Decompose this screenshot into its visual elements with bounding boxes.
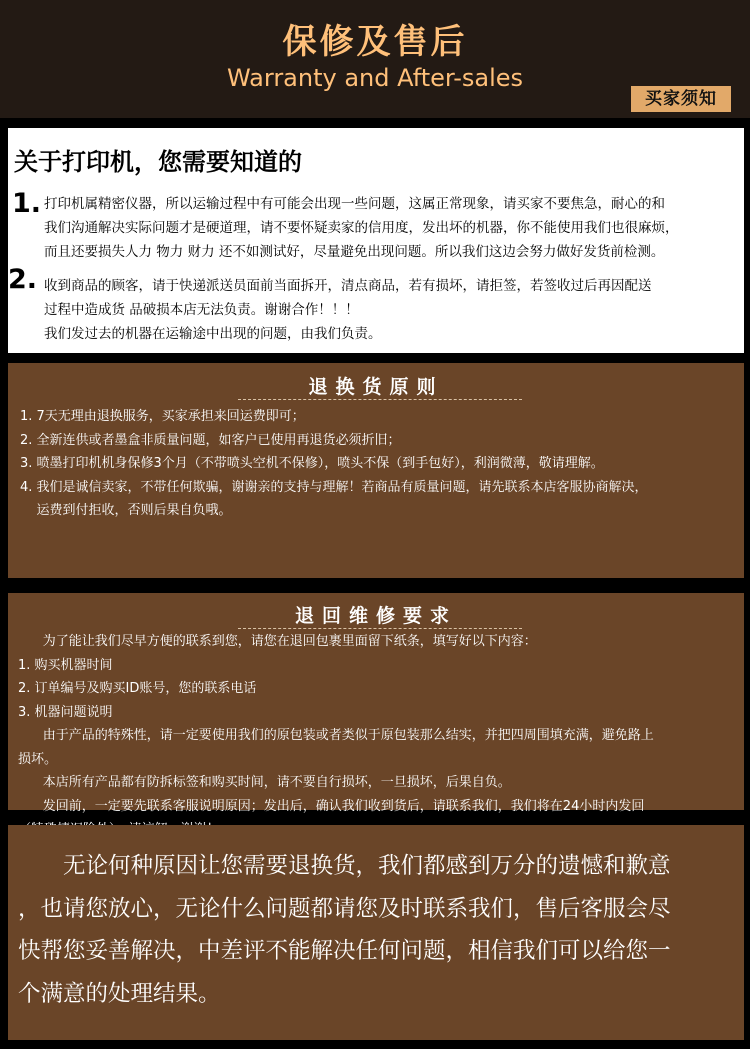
closing-line: 个满意的处理结果。 xyxy=(18,980,221,1007)
closing-panel xyxy=(8,825,744,1040)
list-item: 1. 7天无理由退换服务，买家承担来回运费即可； xyxy=(20,409,305,424)
closing-line: 快帮您妥善解决，中差评不能解决任何问题，相信我们可以给您一 xyxy=(18,938,671,964)
list-item: 2. 订单编号及购买ID账号，您的联系电话 xyxy=(18,681,257,696)
list-item: 3. 机器问题说明 xyxy=(18,704,113,720)
buyer-notice-tag: 买家须知 xyxy=(631,86,731,112)
list-item: 发回前，一定要先联系客服说明原因；发出后，确认我们收到货后，请联系我们，我们将在24小时内发回 xyxy=(18,798,645,814)
notice-item-number: 1. xyxy=(12,188,42,219)
title-divider xyxy=(238,628,522,629)
closing-line: ，也请您放心，无论什么问题都请您及时联系我们，售后客服会尽 xyxy=(18,895,671,922)
page-title: 保修及售后 xyxy=(282,22,468,62)
title-divider xyxy=(238,399,522,400)
notice-line: 而且还要损失人力 物力 财力 还不如测试好，尽量避免出现问题。所以我们这边会努力做好发货前检测。 xyxy=(44,244,665,260)
notice-item-2 xyxy=(44,274,652,346)
list-item: 损坏。 xyxy=(18,751,58,767)
closing-line: 无论何种原因让您需要退换货，我们都感到万分的遗憾和歉意 xyxy=(18,853,671,879)
list-item: 4. 我们是诚信卖家，不带任何欺骗，谢谢亲的支持与理解！若商品有质量问题，请先联系本店客服协商解决， xyxy=(20,479,648,495)
returns-list xyxy=(20,405,648,523)
notice-line: 打印机属精密仪器，所以运输过程中有可能会出现一些问题，这属正常现象，请买家不要焦急，耐心的和 xyxy=(44,196,665,212)
list-item: 1. 购买机器时间 xyxy=(18,657,113,673)
printer-notice-panel xyxy=(8,128,744,353)
list-item: 本店所有产品都有防拆标签和购买时间，请不要自行损坏，一旦损坏，后果自负。 xyxy=(18,775,511,790)
header xyxy=(0,0,750,118)
repair-title: 退回维修要求 xyxy=(294,605,457,627)
list-item: 3. 喷墨打印机机身保修3个月（不带喷头空机不保修），喷头不保（到手包好），利润微薄，敬请理解。 xyxy=(20,456,604,471)
closing-message xyxy=(18,845,744,1015)
notice-line: 过程中造成货 品破损本店无法负责。谢谢合作！！！ xyxy=(44,302,359,318)
returns-title: 退换货原则 xyxy=(308,376,444,398)
list-item: 运费到付拒收，否则后果自负哦。 xyxy=(20,503,232,518)
notice-item-number: 2. xyxy=(8,264,38,295)
repair-list xyxy=(18,630,654,842)
repair-requirements-panel xyxy=(8,593,744,814)
returns-policy-panel xyxy=(8,363,744,578)
list-item: 由于产品的特殊性，请一定要使用我们的原包装或者类似于原包装那么结实，并把四周围填充满，避免路上 xyxy=(18,728,654,743)
notice-line: 我们沟通解决实际问题才是硬道理，请不要怀疑卖家的信用度，发出坏的机器，你不能使用我们也很麻烦， xyxy=(44,220,679,236)
notice-item-1 xyxy=(44,192,679,264)
list-item: 2. 全新连供或者墨盒非质量问题，如客户已使用再退货必须折旧； xyxy=(20,432,401,448)
list-item: 为了能让我们尽早方便的联系到您，请您在退回包裹里面留下纸条，填写好以下内容： xyxy=(18,634,537,649)
page-subtitle: Warranty and After-sales xyxy=(226,64,524,92)
notice-line: 我们发过去的机器在运输途中出现的问题，由我们负责。 xyxy=(44,326,382,342)
notice-title: 关于打印机，您需要知道的 xyxy=(14,148,302,176)
notice-line: 收到商品的顾客，请于快递派送员面前当面拆开，清点商品，若有损坏，请拒签，若签收过后再因配送 xyxy=(44,278,652,294)
